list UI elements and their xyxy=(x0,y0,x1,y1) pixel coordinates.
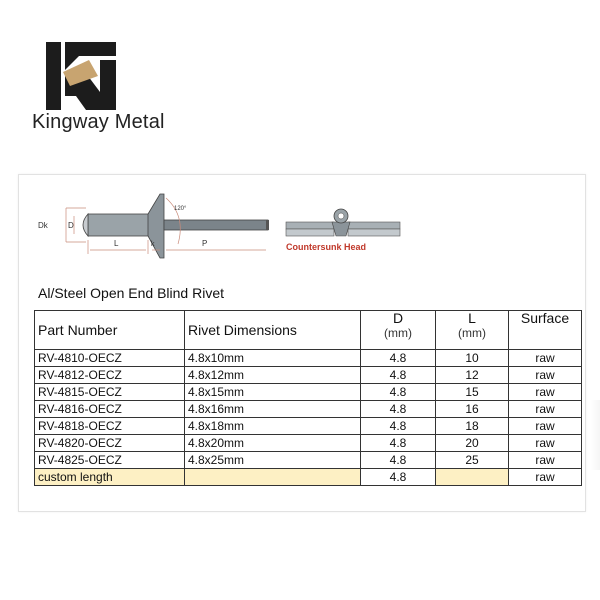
cell-rivet-dimensions: 4.8x16mm xyxy=(185,401,361,418)
table-row xyxy=(35,452,582,469)
table-row xyxy=(35,418,582,435)
header-l-unit: (mm) xyxy=(458,326,486,340)
cell-surface: raw xyxy=(509,350,582,367)
cell-d: 4.8 xyxy=(361,452,436,469)
header-d xyxy=(361,311,436,350)
header-rivet-dimensions: Rivet Dimensions xyxy=(185,311,361,350)
cell-l: 16 xyxy=(436,401,509,418)
cell-surface: raw xyxy=(509,401,582,418)
cell-part-number: RV-4810-OECZ xyxy=(35,350,185,367)
brand-name: Kingway Metal xyxy=(32,111,165,133)
rivet-side-view xyxy=(83,194,269,258)
cell-d: 4.8 xyxy=(361,401,436,418)
cell-d: 4.8 xyxy=(361,350,436,367)
dim-dk-label: Dk xyxy=(38,221,48,230)
dim-angle-label: 120° xyxy=(174,206,187,212)
cell-rivet-dimensions xyxy=(185,469,361,486)
table-row-custom-length xyxy=(35,469,582,486)
product-title: Al/Steel Open End Blind Rivet xyxy=(38,285,224,301)
table-row xyxy=(35,367,582,384)
header-surface: Surface xyxy=(509,311,582,350)
cell-surface: raw xyxy=(509,384,582,401)
cell-rivet-dimensions: 4.8x18mm xyxy=(185,418,361,435)
cell-part-number: RV-4812-OECZ xyxy=(35,367,185,384)
table-row xyxy=(35,384,582,401)
cell-part-number: RV-4820-OECZ xyxy=(35,435,185,452)
countersunk-head-caption: Countersunk Head xyxy=(286,242,367,252)
cell-l xyxy=(436,469,509,486)
cell-rivet-dimensions: 4.8x20mm xyxy=(185,435,361,452)
dim-p-label: P xyxy=(202,239,208,248)
cell-part-number: RV-4815-OECZ xyxy=(35,384,185,401)
countersunk-head-illustration xyxy=(286,209,400,236)
rivet-diagram xyxy=(30,188,410,270)
cell-l: 12 xyxy=(436,367,509,384)
table-row xyxy=(35,401,582,418)
edge-shadow xyxy=(590,400,600,470)
cell-l: 18 xyxy=(436,418,509,435)
cell-d: 4.8 xyxy=(361,435,436,452)
cell-rivet-dimensions: 4.8x25mm xyxy=(185,452,361,469)
cell-surface: raw xyxy=(509,367,582,384)
cell-l: 15 xyxy=(436,384,509,401)
header-d-label: D xyxy=(392,310,404,326)
cell-part-number: RV-4825-OECZ xyxy=(35,452,185,469)
cell-rivet-dimensions: 4.8x15mm xyxy=(185,384,361,401)
table-row xyxy=(35,350,582,367)
dim-d-label: D xyxy=(68,221,74,230)
dim-l-label: L xyxy=(114,239,119,248)
cell-l: 25 xyxy=(436,452,509,469)
cell-part-number: custom length xyxy=(35,469,185,486)
header-part-number: Part Number xyxy=(35,311,185,350)
cell-d: 4.8 xyxy=(361,384,436,401)
cell-surface: raw xyxy=(509,452,582,469)
cell-d: 4.8 xyxy=(361,367,436,384)
cell-l: 20 xyxy=(436,435,509,452)
dim-k-label: k xyxy=(151,241,155,248)
header-l-label: L xyxy=(468,310,476,326)
cell-l: 10 xyxy=(436,350,509,367)
cell-surface: raw xyxy=(509,435,582,452)
cell-d: 4.8 xyxy=(361,469,436,486)
cell-surface: raw xyxy=(509,418,582,435)
spec-table xyxy=(34,310,582,486)
cell-part-number: RV-4816-OECZ xyxy=(35,401,185,418)
kingway-logo-icon xyxy=(46,42,116,110)
header-d-unit: (mm) xyxy=(384,326,412,340)
cell-rivet-dimensions: 4.8x10mm xyxy=(185,350,361,367)
spec-table-header-row xyxy=(35,311,582,350)
table-row xyxy=(35,435,582,452)
cell-d: 4.8 xyxy=(361,418,436,435)
cell-part-number: RV-4818-OECZ xyxy=(35,418,185,435)
cell-rivet-dimensions: 4.8x12mm xyxy=(185,367,361,384)
header-l xyxy=(436,311,509,350)
cell-surface: raw xyxy=(509,469,582,486)
